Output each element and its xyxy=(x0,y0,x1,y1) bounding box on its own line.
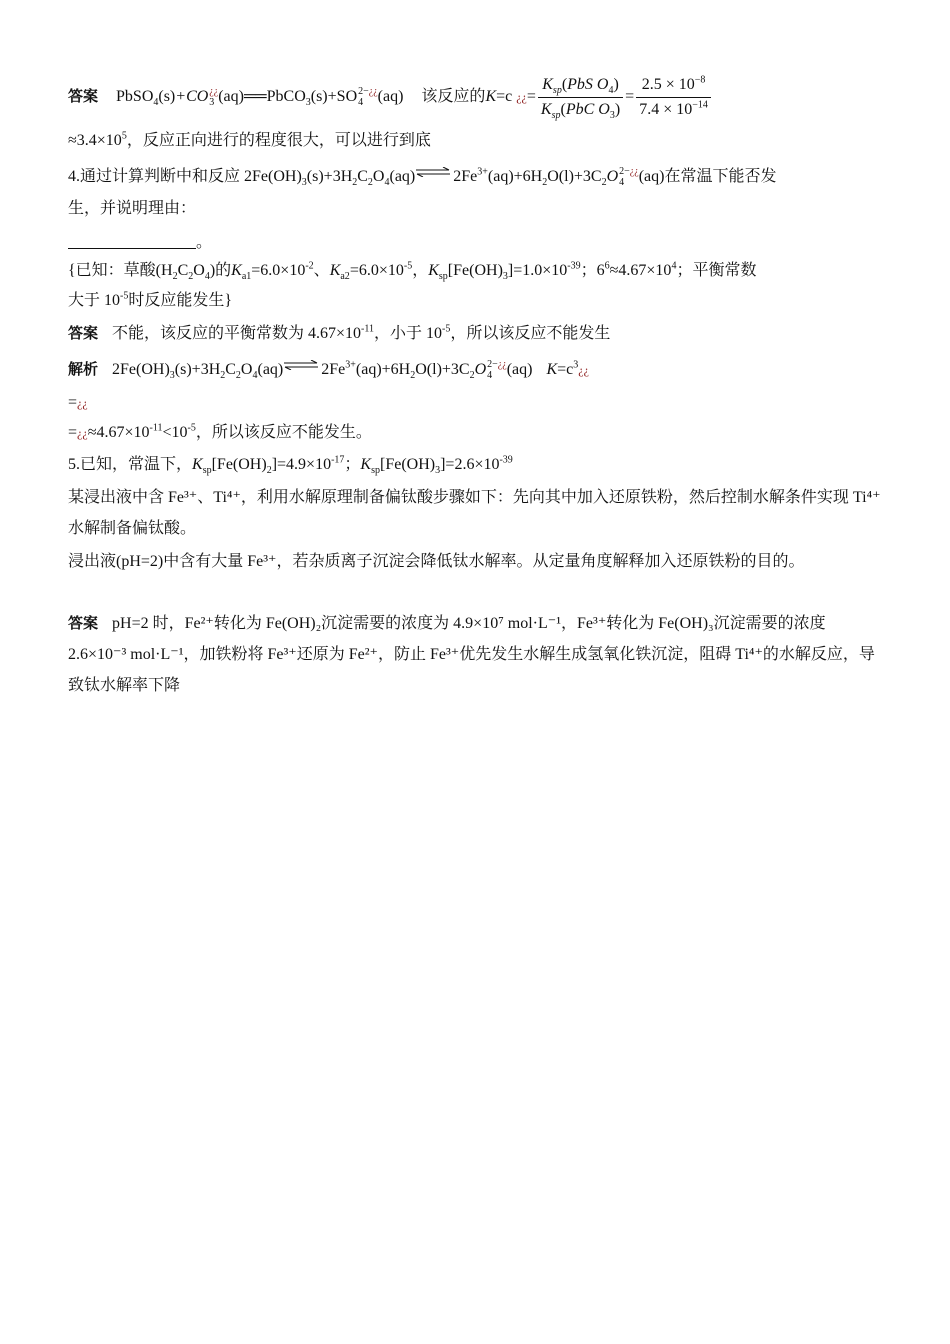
q4-eq-line1: =¿¿ xyxy=(68,394,88,411)
q5-para2: 浸出液(pH=2)中含有大量 Fe³⁺，若杂质离子沉淀会降低钛水解率。从定量角度解释加入还原铁粉的目的。 xyxy=(68,553,805,570)
q4-question: 4.通过计算判断中和反应 $2Fe(OH)_3(s)+3H_2C_2O_4(aq)$ $2Fe^{3+}(aq)+6H_2O(l)+3C_2O2-¿¿$ 4 (aq)在常温下能否发 xyxy=(68,166,777,189)
ksp-ratio-fraction: $\frac{K_{sp}(PbS O_4)}{K_{sp}(PbC O_3)}$ xyxy=(538,75,623,120)
q4-analysis: 解析 $2Fe(OH)_3(s)+3H_2C_2O_4(aq)$ $2Fe^{3+}(aq)+6H_2O(l)+3C_2O2-¿¿$ 4 (aq) $K=c^3¿¿$ xyxy=(68,359,589,382)
q5-answer: 答案 pH=2 时，Fe²⁺转化为 Fe(OH)₂沉淀需要的浓度为 4.9×10⁷ mol·L⁻¹，Fe³⁺转化为 Fe(OH)₃沉淀需要的浓度 2.6×10⁻³ mol·L⁻¹，加铁粉将 Fe³⁺还原为 Fe²⁺，防止 Fe³⁺优先发生水解生成氢氧化铁沉淀，阻碍 Ti⁴⁺的水解反应，导致钛水解率下降 xyxy=(68,614,875,694)
q3-reactant: PbSO xyxy=(116,88,154,105)
blank-underline[interactable] xyxy=(68,234,196,249)
q3-answer-line2: $\approx 3.4\times 10^5$，反应正向进行的程度很大，可以进行到底 xyxy=(68,130,431,149)
equilibrium-arrow-2 xyxy=(283,360,321,370)
q4-answer: 答案 不能，该反应的平衡常数为 $4.67\times 10^{-11}$，小于 $10^{-5}$，所以该反应不能发生 xyxy=(68,323,611,342)
q4-known: {已知：草酸$(H_2C_2O_4)$的$K_{a1}=6.0\times 10^{-2}$、$K_{a2}=6.0\times 10^{-5}$，$K_{sp}[Fe(OH)_3]=1.0\times 10^{-39}$；$6^6\approx 4.67\times 10^4$；平衡常数 xyxy=(68,260,757,283)
q4-question-line2: 生，并说明理由： xyxy=(68,200,197,217)
value-fraction: $\frac{2.5 \times 10^{-8}}{7.4 \times 10^{-14}}$ xyxy=(636,75,711,120)
q5-para1: 某浸出液中含 Fe³⁺、Ti⁴⁺，利用水解原理制备偏钛酸步骤如下：先向其中加入还原铁粉，然后控制水解条件实现 Ti⁴⁺水解制备偏钛酸。 xyxy=(68,489,881,537)
q4-answer-blank: 。 xyxy=(68,232,212,254)
answer-label: 答案 xyxy=(68,87,99,105)
q4-eq-line2: $=¿¿\approx 4.67\times 10^{-11}<10^{-5}$，所以该反应不能发生。 xyxy=(68,422,372,441)
q5-intro: 5.已知，常温下，$K_{sp}[Fe(OH)_2]=4.9\times 10^{-17}$；$K_{sp}[Fe(OH)_3]=2.6\times 10^{-39}$ xyxy=(68,454,513,477)
q3-answer-line: 答案 PbSO$_4$(s)+CO¿¿ 3 (aq)══PbCO$_3$(s)+SO2−¿¿ 4 (aq) 该反应的K=c ¿¿= $\frac{K_{sp}(PbS O_4)}{K_{sp}(PbC O_3)}$ = $\frac{2.5 \times 10^{-8}}{7.4 \times 10^{-14}}$ xyxy=(68,74,713,118)
equilibrium-arrow xyxy=(415,167,453,177)
q4-known-line2: 大于 $10^{-5}$时反应能发生} xyxy=(68,290,233,309)
